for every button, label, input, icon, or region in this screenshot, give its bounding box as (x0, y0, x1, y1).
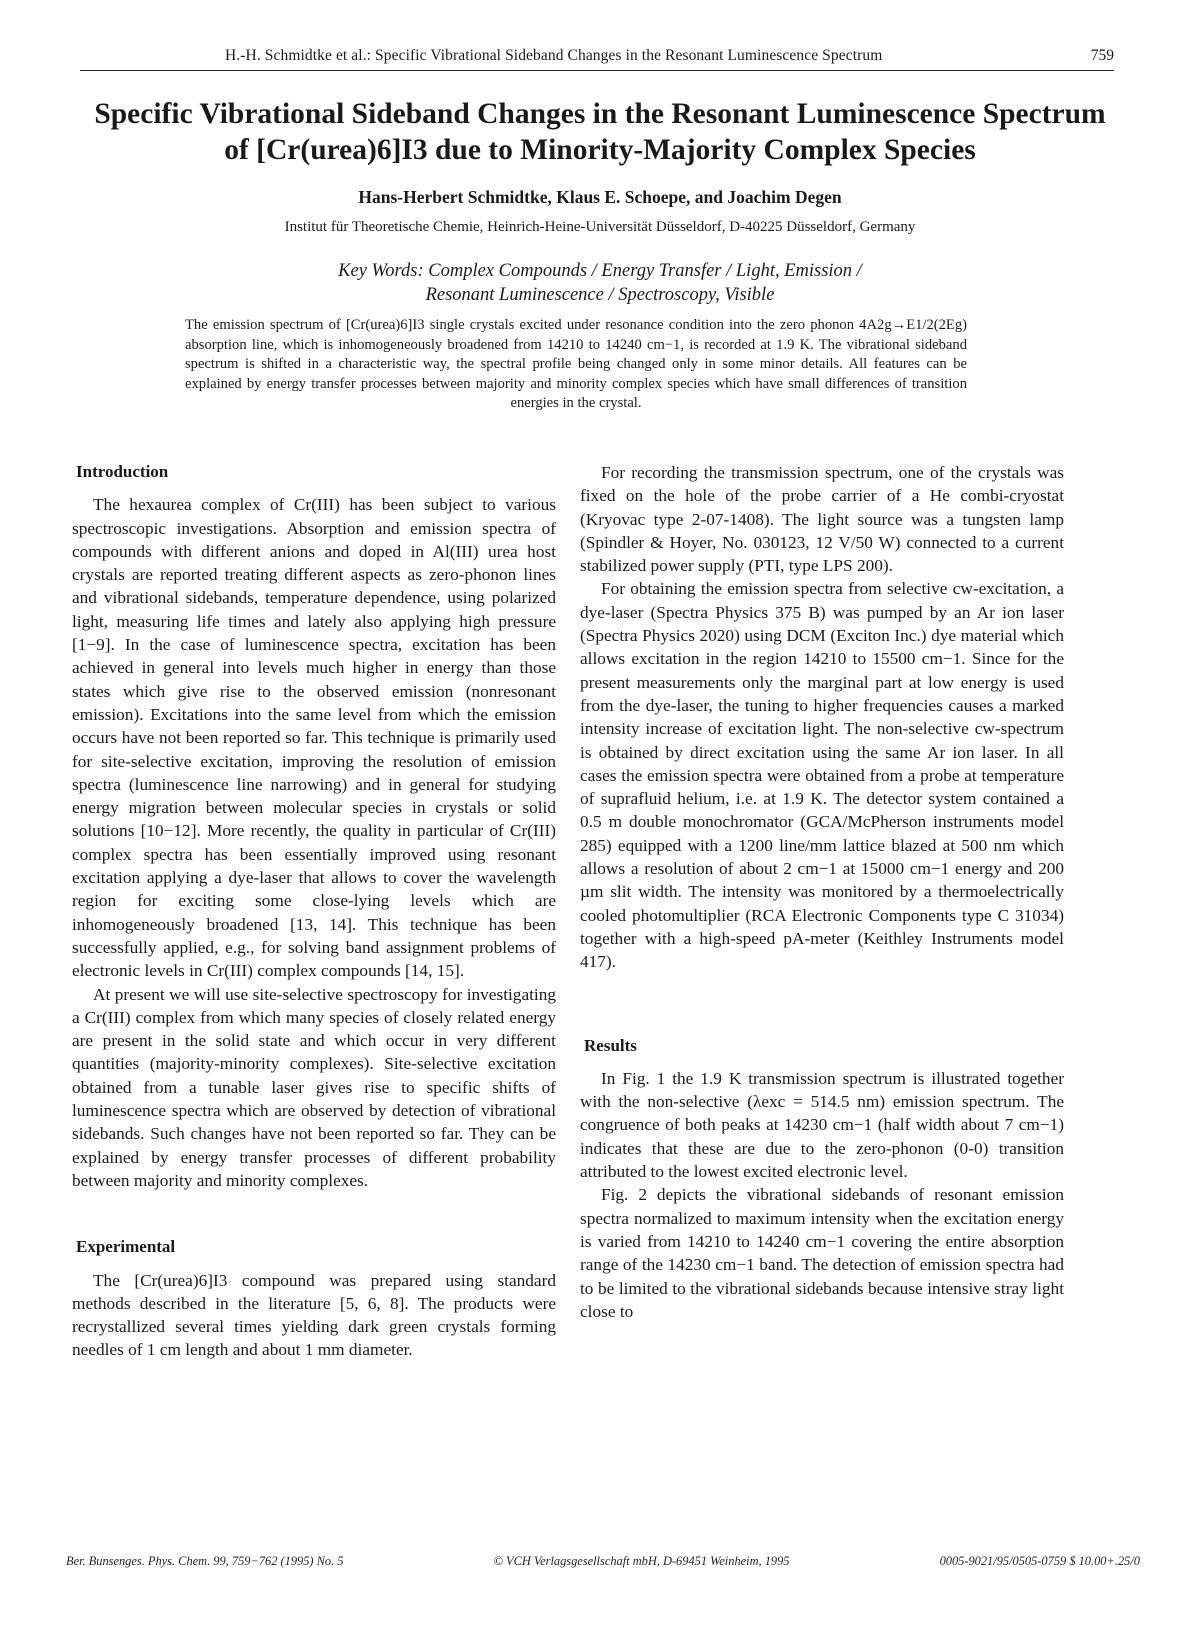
footer-journal: Ber. Bunsenges. Phys. Chem. 99, 759−762 (1995) No. 5 (66, 1554, 344, 1568)
footer-publisher: © VCH Verlagsgesellschaft mbH, D-69451 Weinheim, 1995 (493, 1554, 790, 1568)
page-number: 759 (1090, 47, 1114, 64)
affiliation: Institut für Theoretische Chemie, Heinrich-Heine-Universität Düsseldorf, D-40225 Düsseldorf, Germany (284, 219, 916, 235)
section-heading-experimental: Experimental (76, 1237, 176, 1257)
right-column (580, 461, 1064, 1323)
section-heading-introduction: Introduction (76, 462, 169, 481)
page-footer (66, 1554, 1140, 1569)
section-heading-results: Results (584, 1035, 637, 1055)
footer-code: 0005-9021/95/0505-0759 $ 10.00+.25/0 (939, 1554, 1140, 1568)
keywords-line-1: Key Words: Complex Compounds / Energy Transfer / Light, Emission / (338, 261, 862, 281)
left-column (72, 460, 556, 1362)
running-head-text: H.-H. Schmidtke et al.: Specific Vibrational Sideband Changes in the Resonant Luminescence Spectrum (225, 47, 883, 64)
experimental-paragraph-2: For recording the transmission spectrum, one of the crystals was fixed on the hole of the probe carrier of a He combi-cryostat (Kryovac type 2-07-1408). The light source was a tungsten lamp (Spindler & Hoyer, No. 030123, 12 V/50 W) connected to a current stabilized power supply (PTI, type LPS 200). (580, 463, 1064, 576)
keywords-line-2: Resonant Luminescence / Spectroscopy, Visible (425, 285, 775, 305)
title-line-2: of [Cr(urea)6]I3 due to Minority-Majority Complex Species (224, 134, 976, 166)
title-line-1: Specific Vibrational Sideband Changes in the Resonant Luminescence Spectrum (94, 98, 1106, 130)
running-head (80, 44, 1114, 71)
authors: Hans-Herbert Schmidtke, Klaus E. Schoepe, and Joachim Degen (358, 187, 842, 207)
article-title (80, 96, 1120, 168)
experimental-paragraph-1: The [Cr(urea)6]I3 compound was prepared using standard methods described in the literature [5, 6, 8]. The products were recrystallized several times yielding dark green crystals forming needles of 1 cm length and about 1 mm diameter. (72, 1270, 556, 1360)
keywords (180, 259, 1020, 307)
intro-paragraph-2: At present we will use site-selective spectroscopy for investigating a Cr(III) complex from which many species of closely related energy are present in the solid state and which occur in very different quantities (majority-minority complexes). Site-selective excitation obtained from a tunable laser gives rise to specific shifts of luminescence spectra which are observed by detection of vibrational sidebands. Such changes have not been reported so far. They can be explained by energy transfer processes of different probability between majority and minority complexes. (72, 984, 556, 1190)
experimental-paragraph-3: For obtaining the emission spectra from selective cw-excitation, a dye-laser (Spectra Physics 375 B) was pumped by an Ar ion laser (Spectra Physics 2020) using DCM (Exciton Inc.) dye material which allows excitation in the region 14210 to 15500 cm−1. Since for the present measurements only the marginal part at low energy is used from the dye-laser, the tuning to higher frequencies causes a marked intensity increase of excitation light. The non-selective cw-spectrum is obtained by direct excitation using the same Ar ion laser. In all cases the emission spectra were obtained from a probe at temperature of suprafluid helium, i.e. at 1.9 K. The detector system contained a 0.5 m double monochromator (GCA/McPherson instruments model 285) equipped with a 1200 line/mm lattice blazed at 500 nm which allows a resolution of about 2 cm−1 at 15000 cm−1 energy and 200 µm slit width. The intensity was monitored by a thermoelectrically cooled photomultiplier (RCA Electronic Components type C 31034) together with a high-speed pA-meter (Keithley Instruments model 417). (580, 579, 1064, 972)
intro-paragraph-1: The hexaurea complex of Cr(III) has been subject to various spectroscopic investigations. Absorption and emission spectra of compounds with different anions and doped in Al(III) urea host crystals are reported treating different aspects as zero-phonon lines and vibrational sidebands, temperature dependence, using polarized light, measuring life times and lately also applying high pressure [1−9]. In the case of luminescence spectra, excitation has been achieved in general into levels much higher in energy than those states which give rise to the observed emission (nonresonant emission). Excitations into the same level from which the emission occurs have not been reported so far. This technique is primarily used for site-selective excitation, improving the resolution of emission spectra (luminescence line narrowing) and in general for studying energy migration between molecular species in crystals or solid solutions [10−12]. More recently, the quality in particular of Cr(III) complex spectra has been essentially improved using resonant excitation applying a dye-laser that allows to cover the wavelength region for exciting some close-lying levels which are inhomogeneously broadened [13, 14]. This technique has been successfully applied, e.g., for solving band assignment problems of electronic levels in Cr(III) complex compounds [14, 15]. (72, 495, 556, 981)
results-paragraph-1: In Fig. 1 the 1.9 K transmission spectrum is illustrated together with the non-selective (λexc = 514.5 nm) emission spectrum. The congruence of both peaks at 14230 cm−1 (half width about 7 cm−1) indicates that these are due to the zero-phonon (0-0) transition attributed to the lowest excited electronic level. (580, 1068, 1064, 1182)
results-paragraph-2: Fig. 2 depicts the vibrational sidebands of resonant emission spectra normalized to maximum intensity when the excitation energy is varied from 14210 to 14240 cm−1 covering the entire absorption range of the 14230 cm−1 band. The detection of emission spectra had to be limited to the vibrational sidebands because intensive stray light close to (580, 1185, 1064, 1321)
abstract: The emission spectrum of [Cr(urea)6]I3 single crystals excited under resonance condition into the zero phonon 4A2g→E1/2(2Eg) absorption line, which is inhomogeneously broadened from 14210 to 14240 cm−1, is recorded at 1.9 K. The vibrational sideband spectrum is shifted in a characteristic way, the spectral profile being changed only in some minor details. All features can be explained by energy transfer processes between majority and minority complex species which have small differences of transition energies in the crystal. (185, 317, 967, 411)
